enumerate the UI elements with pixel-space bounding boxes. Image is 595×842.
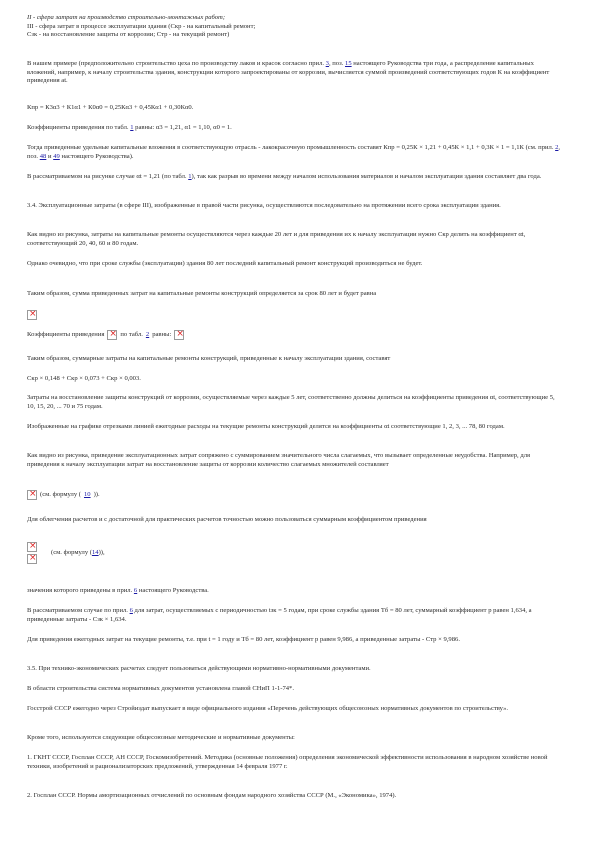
legend-line-3: III - сфера затрат в процессе эксплуатации здания (Скр - на капитальный ремонт; <box>27 22 256 30</box>
paragraph-capital-investment <box>27 144 564 161</box>
legend-lines <box>27 14 564 40</box>
broken-image-icon <box>174 330 184 340</box>
paragraph-summation: Как видно из рисунка, приведение эксплуатационных затрат сопряжено с суммированием значительного числа слагаемых, что вызывает определенные неудобства. Например, для приведения к началу эксплуатации затрат на восстановление защиты от коррозии количество слагаемых множителей составляет <box>27 452 531 468</box>
text: )), <box>98 548 105 556</box>
text: значения которого приведены в прил. <box>27 587 133 594</box>
paragraph-snip: В области строительства система нормативных документов установлена главой СНиП 1-1-74*. <box>27 685 294 692</box>
text: В рассматриваемом на рисунке случае αt = 1,21 (по табл. <box>27 173 187 180</box>
text: , поз. <box>328 60 344 67</box>
link-appendix-2[interactable]: 2 <box>555 144 559 151</box>
text: Коэффициенты приведения <box>27 330 105 338</box>
paragraph-total-capital: Таким образом, суммарные затраты на капитальные ремонты конструкций, приведенные к началу эксплуатации здания, составят <box>27 355 391 362</box>
text: и <box>48 152 52 160</box>
paragraph-coefficients <box>27 124 564 133</box>
link-position-49[interactable]: 49 <box>53 152 60 160</box>
text: В рассматриваемом случае по прил. <box>27 607 128 614</box>
link-table-1[interactable]: 1 <box>130 124 134 131</box>
text: )). <box>93 490 100 498</box>
text: (см. формулу ( <box>51 548 92 556</box>
link-table-1[interactable]: 1 <box>188 173 192 180</box>
paragraph-annual-costs: Для приведения ежегодных затрат на текущие ремонты, т.е. при t = 1 году и Тб = 80 лет, коэффициент р равен 9,986, а приведенные затраты - Стр × 9,986. <box>27 636 460 643</box>
formula-skr: Скр × 0,148 + Скр × 0,073 + Скр × 0,003. <box>27 375 141 382</box>
paragraph-values <box>27 587 564 596</box>
paragraph-case <box>27 173 564 182</box>
paragraph-simplify: Для облегчения расчетов и с достаточной для практических расчетов точностью можно пользоваться суммарным коэффициентом приведения <box>27 516 427 523</box>
text: для затрат, осуществляемых с периодичностью tзк = 5 годам, при сроке службы здания Тб = 80 лет, суммарный коэффициент р равен 1,634, а приведенные затраты - Сзк × 1,634. <box>27 607 532 623</box>
link-formula-14[interactable]: 14 <box>91 548 99 556</box>
text: Тогда приведенные удельные капитальные вложения в соответствующую отрасль - лакокрасочную промышленность составят Кпр = 0,25К × 1,21 + 0,45К × 1,1 + 0,3К × 1 = 1,1К (см. прил. <box>27 144 554 151</box>
text: по табл. <box>120 330 143 338</box>
paragraph-service-life: Однако очевидно, что при сроке службы (эксплуатации) здания 80 лет последний капитальный ремонт конструкций производиться не будет. <box>27 260 423 267</box>
link-table-2[interactable]: 2 <box>145 330 150 338</box>
paragraph-coefficients-2 <box>27 330 564 340</box>
legend-line-2: II - сфера затрат на производство строительно-монтажных работ; <box>27 14 226 21</box>
text: настоящего Руководства три года, а распределение капитальных вложений, например, к началу строительства здания, конструкции которого запроектированы от коррозии, вычисляется суммой произведений соответствующих годов К на коэффициент приведения аt. <box>27 60 550 85</box>
paragraph-capital-repairs: Как видно из рисунка, затраты на капитальные ремонты осуществляются через каждые 20 лет и для приведения их к началу эксплуатации нужно Скр делить на коэффициент αt, соответствующий 20, 40, 60 и 80 годам. <box>27 231 526 247</box>
paragraph-considered-case <box>27 607 564 624</box>
paragraph-gosstroy: Госстрой СССР ежегодно через Стройиздат выпускает в виде официального издания «Перечень действующих общесоюзных нормативных документов по строительству». <box>27 705 509 712</box>
formula-ref-14 <box>27 542 564 564</box>
link-position-15[interactable]: 15 <box>345 60 352 67</box>
formula-image-1 <box>27 310 564 320</box>
text: настоящего Руководства). <box>61 152 134 160</box>
formula-kpr: Кпр = К3α3 + К1α1 + К0α0 = 0,25Кα3 + 0,45Кα1 + 0,30Кα0. <box>27 104 194 111</box>
section-3-4: 3.4. Эксплуатационные затраты (в сфере III), изображенные в правой части рисунка, осуществляются последовательно на протяжении всего срока эксплуатации здания. <box>27 202 501 209</box>
paragraph-corrosion: Затраты на восстановление защиты конструкций от коррозии, осуществляемые через каждые 5 лет, соответственно должны делиться на коэффициенты приведения αt, соответствующие 5, 10, 15, 20, ... 70 и 75 годам. <box>27 394 555 410</box>
text: ), так как разрыв во времени между началом использования материалов и началом эксплуатации здания составляет два года. <box>191 173 542 180</box>
legend-line-4: Сзк - на восстановление защиты от коррозии; Стр - на текущий ремонт) <box>27 31 230 39</box>
list-item-2: 2. Госплан СССР. Нормы амортизационных отчислений по основным фондам народного хозяйства СССР (М., «Экономика», 1974). <box>27 792 397 799</box>
text: В нашем примере (предположительно строительство цеха по производству лаков и красок согласно прил. <box>27 60 325 67</box>
paragraph-other-docs: Кроме того, используются следующие общесоюзные методические и нормативные документы: <box>27 734 295 741</box>
list-item-1: 1. ГКНТ СССР, Госплан СССР, АН СССР, Госкомизобретений. Методика (основные положения) определения экономической эффективности использования в народном хозяйстве новой техники, изобретений и рационализаторских предложений, утвержденная 14 февраля 1977 г. <box>27 754 548 770</box>
link-position-48[interactable]: 48 <box>39 152 47 160</box>
text: (см. формулу ( <box>40 490 81 498</box>
broken-image-icon <box>107 330 117 340</box>
paragraph-current-repairs: Изображенные на графике отрезками линией ежегодные расходы на текущие ремонты конструкций делятся на коэффициенты αt соответствующие 1, 2, 3, ... 78, 80 годам. <box>27 423 505 430</box>
text: , поз. <box>27 144 561 160</box>
broken-image-icon <box>27 310 37 320</box>
text: равны: <box>152 330 172 338</box>
link-formula-10[interactable]: 10 <box>83 490 91 498</box>
broken-image-icon <box>27 542 37 552</box>
link-appendix-6[interactable]: 6 <box>129 607 133 614</box>
broken-image-icon <box>27 490 37 500</box>
link-appendix-3[interactable]: 3 <box>325 60 329 67</box>
section-3-5: 3.5. При технико-экономических расчетах следует пользоваться действующими нормативно-нормативными документами. <box>27 665 371 672</box>
formula-ref-10 <box>27 490 564 500</box>
text: равны: α3 = 1,21, α1 = 1,10, α0 = 1. <box>135 124 232 131</box>
link-appendix-6[interactable]: 6 <box>133 587 138 594</box>
paragraph-example <box>27 60 564 86</box>
paragraph-sum-capital: Таким образом, сумма приведенных затрат на капитальные ремонты конструкций определяется за срок 80 лет и будет равна <box>27 290 377 297</box>
text: Коэффициенты приведения по табл. <box>27 124 129 131</box>
text: настоящего Руководства. <box>138 587 209 594</box>
broken-image-icon <box>27 554 37 564</box>
